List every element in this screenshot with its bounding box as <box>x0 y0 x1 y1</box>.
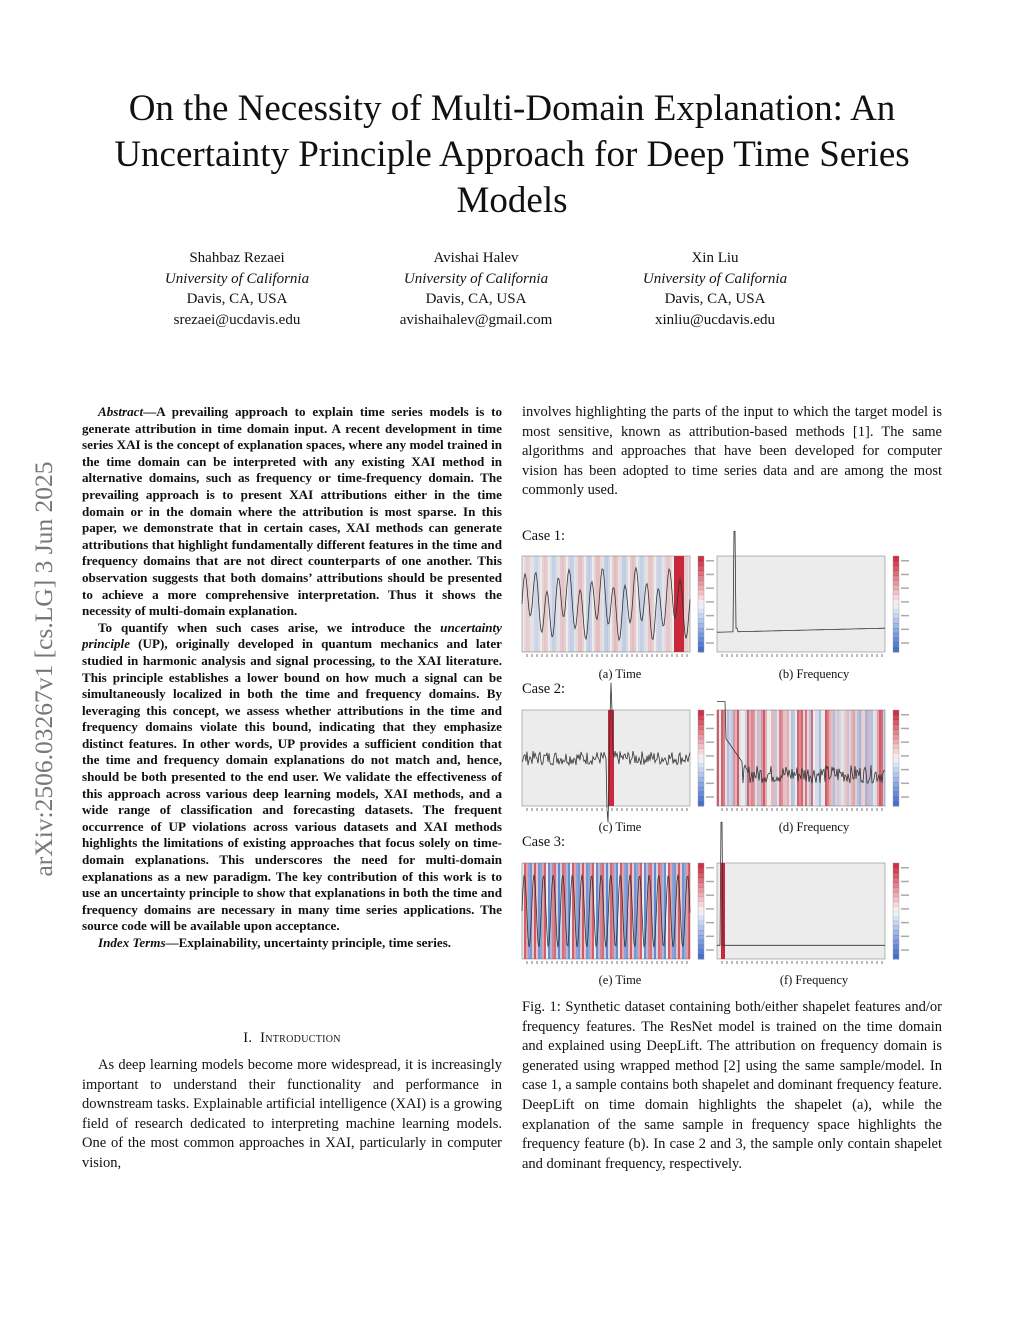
author-location: Davis, CA, USA <box>425 291 527 307</box>
panel-c-time <box>522 710 712 818</box>
author-location: Davis, CA, USA <box>186 291 288 307</box>
panel-d-frequency <box>717 710 907 818</box>
author-block <box>117 248 357 330</box>
panel-e-time <box>522 863 712 971</box>
index-terms-label: Index Terms <box>98 935 166 950</box>
subcaption: (b) Frequency <box>778 667 850 681</box>
index-terms: Explainability, uncertainty principle, time series. <box>178 935 452 950</box>
panel-b-frequency <box>717 556 907 664</box>
section-title: Introduction <box>260 1030 341 1046</box>
abstract: Abstract—A prevailing approach to explain time series models is to generate attribution in time domain input. A recent development in time series XAI is the concept of explanation spaces, where any model trained in the time domain can be interpreted with any existing XAI method in alternative domains, such as frequency or time-frequency domain. The prevailing approach is to present XAI attributions either in the time domain or in the domain where the attribution is most sparse. In this paper, we demonstrate that in certain cases, XAI methods can generate attributions that highlight fundamentally different features in the time and frequency domains that are not direct counterparts of one another. This observation suggests that both domains’ attributions should be presented to achieve a more comprehensive interpretation. Thus it shows the necessity of multi-domain explanation. To quantify when such cases arise, we introduce the uncertainty principle (UP), originally developed in quantum mechanics and later studied in harmonic analysis and signal processing, to the XAI literature. This principle establishes a lower bound on how much a signal can be simultaneously localized in both the time and frequency domains. By leveraging this concept, we assess whether attributions in the time and frequency domains violate this bound, indicating that they emphasize distinct features. In other words, UP provides a sufficient condition that the time and frequency domain explanations do not match and, hence, should be both presented to the end user. We validate the effectiveness of this approach across various deep learning models, XAI methods, and a wide range of classification and forecasting datasets. The frequent occurrence of UP violations across various datasets and XAI methods highlights the limitations of existing approaches that focus solely on time-domain explanations. This underscores the need for multi-domain explanations as a new paradigm. The key contribution of this work is to use an uncertainty principle to show that explanations in both the time and frequency domains are necessary in many time series applications. The source code will be available upon acceptance. Index Terms—Explainability, uncertainty principle, time series. <box>82 404 502 950</box>
author-affiliation: University of California <box>642 270 788 287</box>
paper-title: On the Necessity of Multi-Domain Explanation: An Uncertainty Principle Approach for Deep Time Series Models <box>114 88 910 221</box>
panel-f-frequency <box>717 863 907 971</box>
subcaption: (e) Time <box>598 973 642 987</box>
author-affiliation: University of California <box>403 270 549 287</box>
author-email: xinliu@ucdavis.edu <box>654 311 776 328</box>
author-affiliation: University of California <box>164 270 310 287</box>
author-location: Davis, CA, USA <box>664 291 766 307</box>
subcaption: (d) Frequency <box>778 820 850 834</box>
abstract-paragraph-2b: (UP), originally developed in quantum mechanics and later studied in harmonic analysis and signal processing, to the XAI literature. This principle establishes a lower bound on how much a signal can be simultaneously localized in both the time and frequency domains. By leveraging this concept, we assess whether attributions in the time and frequency domains violate this bound, indicating that they emphasize distinct features. In other words, UP provides a sufficient condition that the time and frequency domain explanations do not match and, hence, should be both presented to the end user. We validate the effectiveness of this approach across various deep learning models, XAI methods, and a wide range of classification and forecasting datasets. The frequent occurrence of UP violations across various datasets and XAI methods highlights the limitations of existing approaches that focus solely on time-domain explanations. This underscores the need for multi-domain explanations as a new paradigm. The key contribution of this work is to use an uncertainty principle to show that explanations in both the time and frequency domains are necessary in many time series applications. The source code will be available upon acceptance. <box>82 636 502 934</box>
section-heading <box>82 1030 502 1047</box>
intro-text: As deep learning models become more widespread, it is increasingly important to understand their functionality and performance in downstream tasks. Explainable artificial intelligence (XAI) is a growing field of research dedicated to interpreting machine learning models. One of the most common approaches in XAI, particularly in computer vision, <box>82 1057 502 1171</box>
abstract-term: uncertainty principle <box>82 619 502 652</box>
author-email: avishaihalev@gmail.com <box>399 311 553 328</box>
author-email: srezaei@ucdavis.edu <box>173 311 301 328</box>
section-number: I. <box>243 1030 253 1046</box>
abstract-paragraph-1: A prevailing approach to explain time series models is to generate attribution in time domain input. A recent development in time series XAI is the concept of explanation spaces, where any model trained in the time domain can be interpreted with any existing XAI method in alternative domains, such as frequency or time-frequency domain. The prevailing approach is to present XAI attributions either in the time domain or in the domain where the attribution is most sparse. In this paper, we demonstrate that in certain cases, XAI methods can generate attributions that highlight fundamentally different features in the time and frequency domains that are not direct counterparts of one another. This observation suggests that both domains’ attributions should be presented to achieve a more comprehensive interpretation. Thus it shows the necessity of multi-domain explanation. <box>82 404 502 619</box>
author-name: Xin Liu <box>691 250 739 266</box>
author-block <box>356 248 596 330</box>
author-name: Avishai Halev <box>433 250 519 266</box>
author-name: Shahbaz Rezaei <box>189 250 285 266</box>
panel-a-time <box>522 556 712 664</box>
case-label: Case 1: <box>522 528 566 544</box>
figure-caption: Fig. 1: Synthetic dataset containing both/either shapelet features and/or frequency features. The ResNet model is trained on the time domain and explained using DeepLift. The attribution on frequency domain is generated using wrapped method [2] using the same sample/model. In case 1, a sample contains both shapelet and dominant frequency feature. DeepLift on time domain highlights the shapelet (a), while the explanation of the same sample in frequency space highlights the frequency feature (b). In case 2 and 3, the sample only contain shapelet and dominant frequency, respectively. <box>522 999 942 1172</box>
abstract-paragraph-2a: To quantify when such cases arise, we introduce the <box>98 619 441 635</box>
author-block <box>595 248 835 330</box>
subcaption: (c) Time <box>598 820 642 834</box>
case-label: Case 3: <box>522 834 566 850</box>
arxiv-stamp: arXiv:2506.03267v1 [cs.LG] 3 Jun 2025 <box>29 461 58 877</box>
subcaption: (f) Frequency <box>779 973 849 987</box>
case-label: Case 2: <box>522 681 566 697</box>
abstract-label: Abstract <box>98 404 144 419</box>
intro-paragraph <box>82 1056 502 1174</box>
subcaption: (a) Time <box>598 667 642 681</box>
right-column-text: involves highlighting the parts of the input to which the target model is most sensitive, known as attribution-based methods [1]. The same algorithms and approaches that have been developed for computer vision has been adopted to time series data and are among the most commonly used. <box>522 404 942 499</box>
